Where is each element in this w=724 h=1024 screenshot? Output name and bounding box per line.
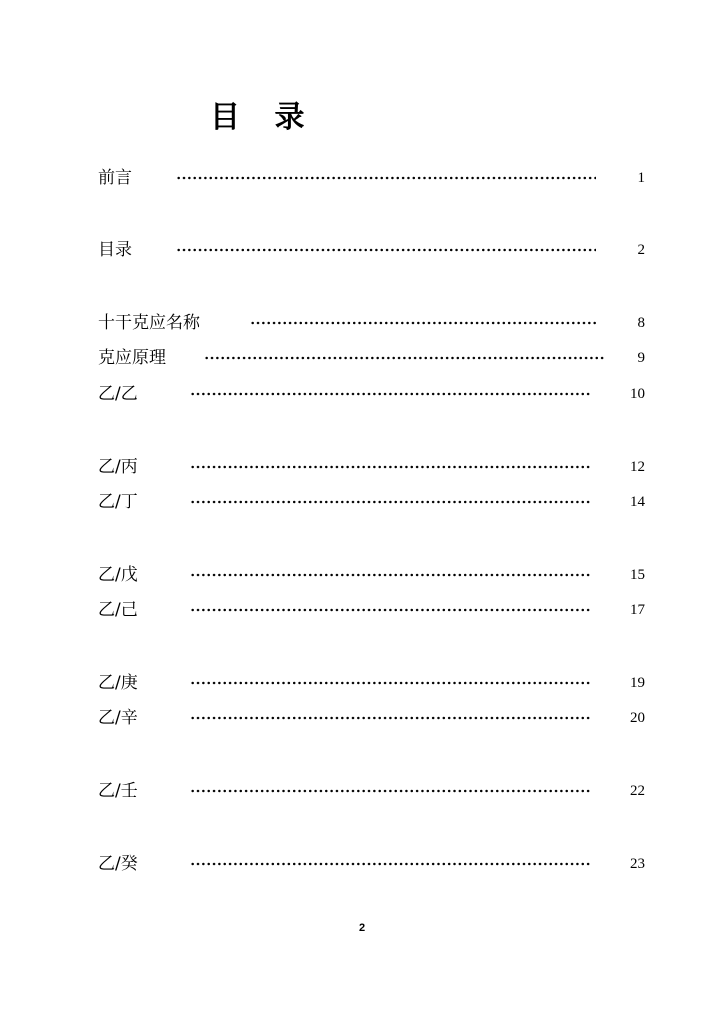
- toc-entry-page-number: 2: [637, 242, 645, 258]
- toc-entry: [0, 311, 724, 335]
- toc-entry-label: 前言: [98, 168, 132, 188]
- toc-entry-page-number: 10: [630, 386, 645, 402]
- toc-leader-dots: [190, 390, 592, 398]
- toc-entry: [0, 671, 724, 695]
- toc-entry-page-number: 22: [630, 783, 645, 799]
- toc-leader-dots: [190, 860, 592, 868]
- toc-entry-label: 目录: [98, 240, 132, 260]
- toc-entry: [0, 706, 724, 730]
- toc-entry: [0, 852, 724, 876]
- toc-entry: [0, 490, 724, 514]
- toc-entry-label: 克应原理: [98, 348, 166, 368]
- toc-entry-page-number: 12: [630, 459, 645, 475]
- toc-leader-dots: [250, 319, 598, 327]
- toc-entry-page-number: 19: [630, 675, 645, 691]
- toc-entry-page-number: 17: [630, 602, 645, 618]
- toc-entry-label: 十干克应名称: [98, 313, 200, 333]
- toc-entry-label: 乙/丁: [98, 492, 138, 512]
- toc-entry-label: 乙/己: [98, 600, 138, 620]
- toc-entry: [0, 779, 724, 803]
- toc-entry-page-number: 9: [637, 350, 645, 366]
- toc-leader-dots: [190, 714, 592, 722]
- toc-entry-page-number: 23: [630, 856, 645, 872]
- toc-leader-dots: [190, 787, 592, 795]
- toc-entry: [0, 166, 724, 190]
- toc-entry: [0, 455, 724, 479]
- footer-page-number: 2: [358, 922, 366, 934]
- toc-leader-dots: [176, 246, 596, 254]
- page-title: 目 录: [210, 100, 317, 135]
- toc-leader-dots: [190, 571, 592, 579]
- toc-entry: [0, 238, 724, 262]
- toc-entry-label: 乙/辛: [98, 708, 138, 728]
- toc-leader-dots: [190, 498, 592, 506]
- toc-leader-dots: [190, 606, 592, 614]
- toc-leader-dots: [204, 354, 606, 362]
- toc-entry-page-number: 15: [630, 567, 645, 583]
- toc-entry-label: 乙/乙: [98, 384, 138, 404]
- toc-entry-page-number: 14: [630, 494, 645, 510]
- toc-entry-page-number: 20: [630, 710, 645, 726]
- toc-leader-dots: [190, 679, 592, 687]
- toc-entry-page-number: 8: [637, 315, 645, 331]
- toc-entry-label: 乙/丙: [98, 457, 138, 477]
- toc-entry: [0, 382, 724, 406]
- toc-entry-label: 乙/戊: [98, 565, 138, 585]
- toc-entry-page-number: 1: [637, 170, 645, 186]
- toc-leader-dots: [176, 174, 596, 182]
- toc-entry: [0, 598, 724, 622]
- toc-entry: [0, 563, 724, 587]
- toc-leader-dots: [190, 463, 592, 471]
- toc-entry: [0, 346, 724, 370]
- toc-entry-label: 乙/壬: [98, 781, 138, 801]
- toc-entry-label: 乙/庚: [98, 673, 138, 693]
- toc-entry-label: 乙/癸: [98, 854, 138, 874]
